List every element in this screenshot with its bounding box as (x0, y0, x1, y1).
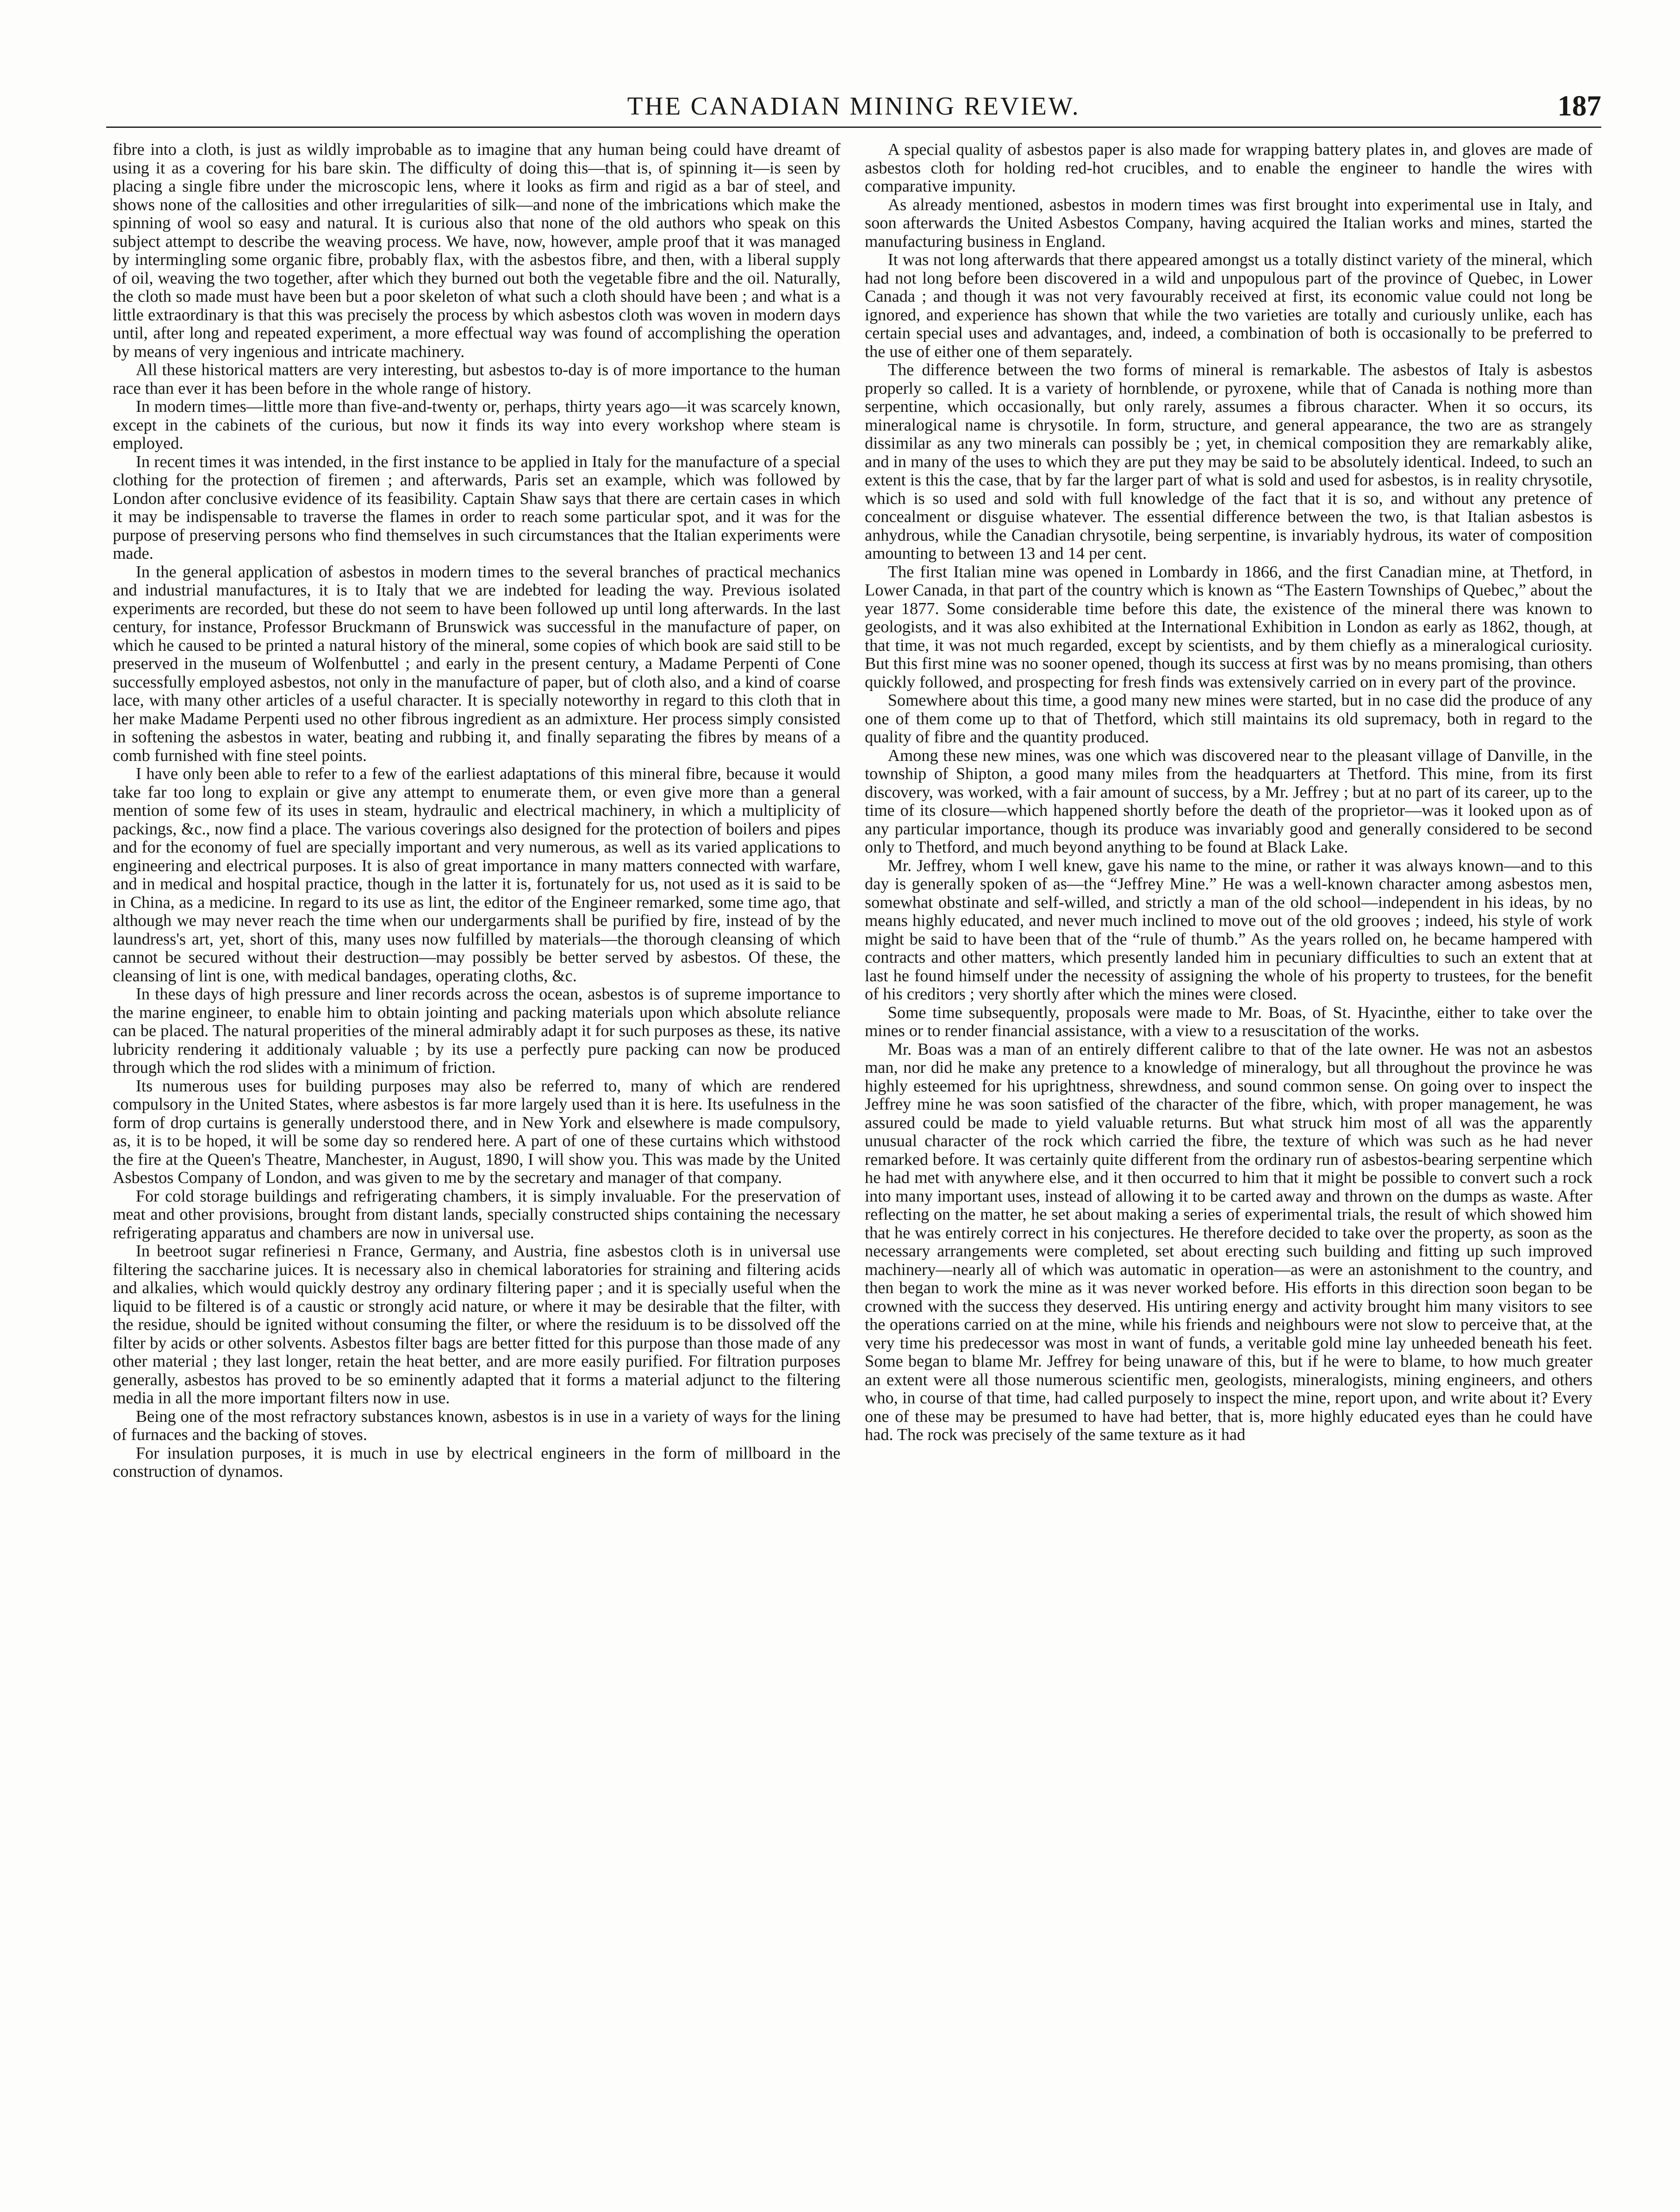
paragraph: Among these new mines, was one which was discovered near to the pleasant village of Danville, in the township of Shipton, a good many miles from the headquarters at Thetford. This mine, from its first discovery, was worked, with a fair amount of success, by a Mr. Jeffrey ; but at no part of its career, up to the time of its closure—which happened shortly before the death of the proprietor—was it looked upon as of any particular importance, though its produce was invariably good and generally considered to be second only to Thetford, and much beyond anything to be found at Black Lake. (865, 746, 1592, 856)
right-column (865, 141, 1592, 2212)
paragraph: Its numerous uses for building purposes may also be referred to, many of which are rendered compulsory in the United States, where asbestos is far more largely used than it is here. Its usefulness in the form of drop curtains is generally understood there, and in New York and elsewhere is made compulsory, as, it is to be hoped, it will be some day so rendered here. A part of one of these curtains which withstood the fire at the Queen's Theatre, Manchester, in August, 1890, I will show you. This was made by the United Asbestos Company of London, and was given to me by the secretary and manager of that company. (113, 1076, 840, 1187)
paragraph: As already mentioned, asbestos in modern times was first brought into experimental use in Italy, and soon afterwards the United Asbestos Company, having acquired the Italian works and mines, started the manufacturing business in England. (865, 195, 1592, 251)
page-header (106, 88, 1601, 124)
header-rule (106, 127, 1601, 128)
paragraph: In modern times—little more than five-and-twenty or, perhaps, thirty years ago—it was scarcely known, except in the cabinets of the curious, but now it finds its way into every workshop where steam is employed. (113, 397, 840, 453)
paragraph: The first Italian mine was opened in Lombardy in 1866, and the first Canadian mine, at Thetford, in Lower Canada, in that part of the country which is known as “The Eastern Townships of Quebec,” about the year 1877. Some considerable time before this date, the existence of the mineral there was known to geologists, and it was also exhibited at the International Exhibition in London as early as 1862, though, at that time, it was not much regarded, except by scientists, and by them chiefly as a mineralogical curiosity. But this first mine was no sooner opened, though its success at first was by no means promising, than others quickly followed, and prospecting for fresh finds was extensively carried on in every part of the province. (865, 562, 1592, 691)
paragraph: Some time subsequently, proposals were made to Mr. Boas, of St. Hyacinthe, either to take over the mines or to render financial assistance, with a view to a resuscitation of the works. (865, 1003, 1592, 1040)
publication-title: THE CANADIAN MINING REVIEW. (627, 92, 1081, 120)
page-number: 187 (1557, 90, 1601, 122)
left-column (113, 141, 840, 2212)
paragraph: In beetroot sugar refineriesi n France, Germany, and Austria, fine asbestos cloth is in universal use filtering the saccharine juices. It is necessary also in chemical laboratories for straining and filtering acids and alkalies, which would quickly destroy any ordinary filtering paper ; and it is specially useful when the liquid to be filtered is of a caustic or strongly acid nature, or where it may be desirable that the filter, with the residue, should be ignited without consuming the filter, or where the residuum is to be dissolved off the filter by acids or other solvents. Asbestos filter bags are better fitted for this purpose than those made of any other material ; they last longer, retain the heat better, and are more easily purified. For filtration purposes generally, asbestos has proved to be so eminently adapted that it forms a material adjunct to the filtering media in all the more important filters now in use. (113, 1242, 840, 1407)
paragraph: Mr. Jeffrey, whom I well knew, gave his name to the mine, or rather it was always known—and to this day is generally spoken of as—the “Jeffrey Mine.” He was a well-known character among asbestos men, somewhat obstinate and self-willed, and strictly a man of the old school—independent in his ideas, by no means highly educated, and never much inclined to move out of the old grooves ; indeed, his style of work might be said to have been that of the “rule of thumb.” As the years rolled on, he became hampered with contracts and other matters, which presently landed him in pecuniary difficulties to such an extent that at last he found himself under the necessity of assigning the whole of his property to trustees, for the benefit of his creditors ; very shortly after which the mines were closed. (865, 856, 1592, 1003)
paragraph: Somewhere about this time, a good many new mines were started, but in no case did the produce of any one of them come up to that of Thetford, which still maintains its old supremacy, both in regard to the quality of fibre and the quantity produced. (865, 691, 1592, 746)
paragraph: Mr. Boas was a man of an entirely different calibre to that of the late owner. He was not an asbestos man, nor did he make any pretence to a knowledge of mineralogy, but all throughout the province he was highly esteemed for his uprightness, shrewdness, and sound common sense. On going over to inspect the Jeffrey mine he was soon satisfied of the character of the fibre, which, with proper management, he was assured could be made to yield valuable returns. But what struck him most of all was the apparently unusual character of the rock which carried the fibre, the texture of which was such as he had never remarked before. It was certainly quite different from the ordinary run of asbestos-bearing serpentine which he had met with anywhere else, and it then occurred to him that it might be possible to convert such a rock into many important uses, instead of allowing it to be carted away and thrown on the dumps as waste. After reflecting on the matter, he set about making a series of experimental trials, the result of which showed him that he was entirely correct in his conjectures. He therefore decided to take over the property, as soon as the necessary arrangements were completed, set about erecting such building and fitting up such improved machinery—nearly all of which was automatic in operation—as were an astonishment to the country, and then began to work the mine as it was never worked before. His efforts in this direction soon began to be crowned with the success they deserved. His untiring energy and activity brought him many visitors to see the operations carried on at the mine, while his friends and neighbours were not slow to perceive that, at the very time his predecessor was most in want of funds, a veritable gold mine lay unheeded beneath his feet. Some began to blame Mr. Jeffrey for being unaware of this, but if he were to blame, to how much greater an extent were all those numerous scientific men, geologists, mineralogists, mining engineers, and others who, in course of that time, had called purposely to inspect the mine, report upon, and write about it? Every one of these may be presumed to have had better, that is, more highly educated eyes than he could have had. The rock was precisely of the same texture as it had (865, 1040, 1592, 1444)
paragraph: In these days of high pressure and liner records across the ocean, asbestos is of supreme importance to the marine engineer, to enable him to obtain jointing and packing materials upon which absolute reliance can be placed. The natural properities of the mineral admirably adapt it for such purposes as these, its native lubricity rendering it additionaly valuable ; by its use a perfectly pure packing can now be produced through which the rod slides with a minimum of friction. (113, 985, 840, 1077)
paragraph: fibre into a cloth, is just as wildly improbable as to imagine that any human being could have dreamt of using it as a covering for his bare skin. The difficulty of doing this—that is, of spinning it—is seen by placing a single fibre under the microscopic lens, where it looks as firm and rigid as a bar of steel, and shows none of the callosities and other irregularities of silk—and none of the imbrications which make the spinning of wool so easy and natural. It is curious also that none of the old authors who speak on this subject attempt to describe the weaving process. We have, now, however, ample proof that it was managed by intermingling some organic fibre, probably flax, with the asbestos fibre, and then, with a liberal supply of oil, weaving the two together, after which they burned out both the vegetable fibre and the oil. Naturally, the cloth so made must have been but a poor skeleton of what such a cloth should have been ; and what is a little extraordinary is that this was precisely the process by which asbestos cloth was woven in modern days until, after long and repeated experiment, a more effectual way was found of accomplishing the operation by means of very ingenious and intricate machinery. (113, 141, 840, 361)
paragraph: Being one of the most refractory substances known, asbestos is in use in a variety of ways for the lining of furnaces and the backing of stoves. (113, 1407, 840, 1444)
paragraph: A special quality of asbestos paper is also made for wrapping battery plates in, and gloves are made of asbestos cloth for holding red-hot crucibles, and to enable the engineer to handle the wires with comparative impunity. (865, 141, 1592, 196)
paragraph: I have only been able to refer to a few of the earliest adaptations of this mineral fibre, because it would take far too long to explain or give any attempt to enumerate them, or even give more than a general mention of some few of its uses in steam, hydraulic and electrical machinery, in which a multiplicity of packings, &c., now find a place. The various coverings also designed for the protection of boilers and pipes and for the economy of fuel are specially important and very numerous, as well as its varied applications to engineering and electrical purposes. It is also of great importance in many matters connected with warfare, and in medical and hospital practice, though in the latter it is, fortunately for us, not used as it is said to be in China, as a medicine. In regard to its use as lint, the editor of the Engineer remarked, some time ago, that although we may never reach the time when our undergarments shall be purified by fire, instead of by the laundress's art, yet, short of this, many uses now fulfilled by materials—the thorough cleansing of which cannot be secured without their destruction—may possibly be better served by asbestos. Of these, the cleansing of lint is one, with medical bandages, operating cloths, &c. (113, 764, 840, 985)
paragraph: All these historical matters are very interesting, but asbestos to-day is of more importance to the human race than ever it has been before in the whole range of history. (113, 361, 840, 398)
paragraph: For insulation purposes, it is much in use by electrical engineers in the form of millboard in the construction of dynamos. (113, 1444, 840, 1481)
paragraph: For cold storage buildings and refrigerating chambers, it is simply invaluable. For the preservation of meat and other provisions, brought from distant lands, specially constructed ships containing the necessary refrigerating apparatus and chambers are now in universal use. (113, 1187, 840, 1242)
paragraph: In the general application of asbestos in modern times to the several branches of practical mechanics and industrial manufactures, it is to Italy that we are indebted for leading the way. Previous isolated experiments are recorded, but these do not seem to have been followed up until long afterwards. In the last century, for instance, Professor Bruckmann of Brunswick was successful in the manufacture of paper, on which he caused to be printed a natural history of the mineral, some copies of which book are said still to be preserved in the museum of Wolfenbuttel ; and early in the present century, a Madame Perpenti of Cone successfully employed asbestos, not only in the manufacture of paper, but of cloth also, and a kind of coarse lace, with many other articles of a useful character. It is specially noteworthy in regard to this cloth that in her make Madame Perpenti used no other fibrous ingredient as an admixture. Her process simply consisted in softening the asbestos in water, beating and rubbing it, and finally separating the fibres by means of a comb furnished with fine steel points. (113, 562, 840, 765)
paragraph: In recent times it was intended, in the first instance to be applied in Italy for the manufacture of a special clothing for the protection of firemen ; and afterwards, Paris set an example, which was followed by London after conclusive evidence of its feasibility. Captain Shaw says that there are certain cases in which it may be indispensable to traverse the flames in order to reach some particular spot, and it was for the purpose of preserving persons who find themselves in such circumstances that the Italian experiments were made. (113, 452, 840, 563)
paragraph: It was not long afterwards that there appeared amongst us a totally distinct variety of the mineral, which had not long before been discovered in a wild and unpopulous part of the province of Quebec, in Lower Canada ; and though it was not very favourably received at first, its economic value could not long be ignored, and experience has shown that while the two varieties are totally and curiously unlike, each has certain special uses and advantages, and, indeed, a combination of both is occasionally to be preferred to the use of either one of them separately. (865, 250, 1592, 361)
paragraph: The difference between the two forms of mineral is remarkable. The asbestos of Italy is asbestos properly so called. It is a variety of hornblende, or pyroxene, while that of Canada is nothing more than serpentine, which occasionally, but only rarely, assumes a fibrous character. When it so occurs, its mineralogical name is chrysotile. In form, structure, and general appearance, the two are as strangely dissimilar as any two minerals can possibly be ; yet, in chemical composition they are remarkably alike, and in many of the uses to which they are put they may be said to be absolutely identical. Indeed, to such an extent is this the case, that by far the larger part of what is sold and used for asbestos, is in reality chrysotile, which is so used and sold with full knowledge of the fact that it is so, and without any pretence of concealment or disguise whatever. The essential difference between the two, is that Italian asbestos is anhydrous, while the Canadian chrysotile, being serpentine, is invariably hydrous, its water of composition amounting to between 13 and 14 per cent. (865, 361, 1592, 563)
